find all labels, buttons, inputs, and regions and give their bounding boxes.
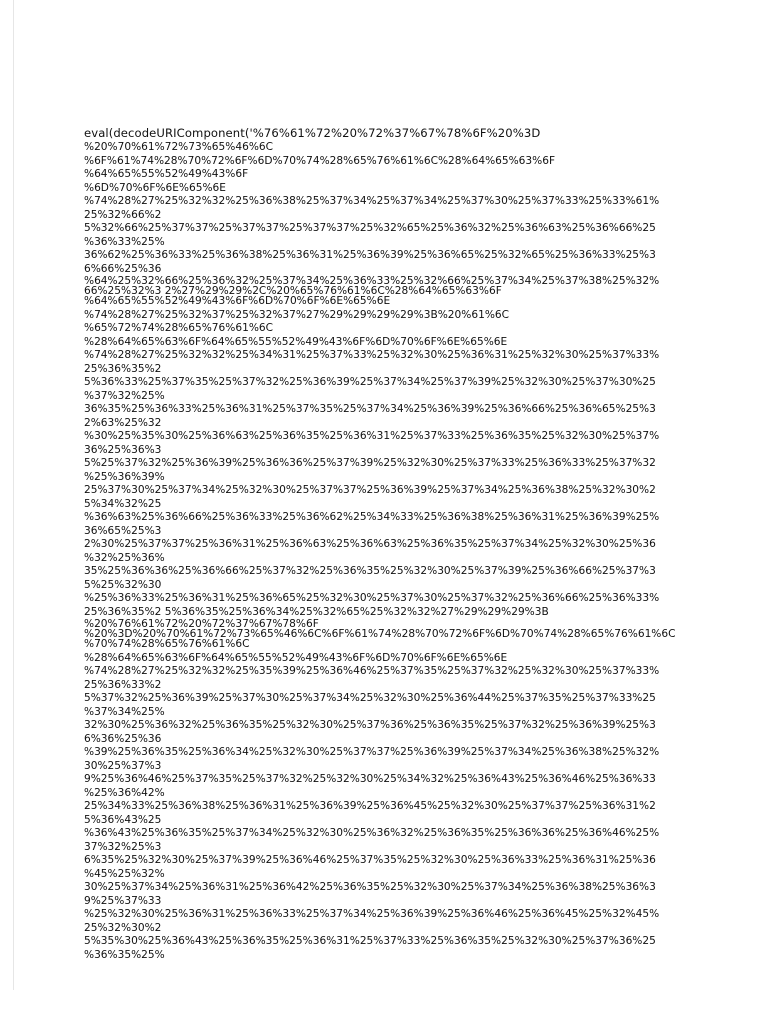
code-line: 37%32%25%3 [84, 840, 162, 853]
code-line: %64%25%32%66%25%36%32%25%37%34%25%36%33%25%32%66%25%37%34%25%37%38%25%32% [84, 276, 660, 286]
code-line: 66%25%32%3 2%27%29%29%2C%20%65%76%61%6C%28%64%65%63%6F [84, 285, 502, 295]
code-line: %70%74%28%65%76%61%6C [84, 638, 250, 650]
code-line: %65%72%74%28%65%76%61%6C [84, 322, 274, 334]
code-line: %32%25%36% [84, 551, 165, 564]
code-line: %30%25%35%30%25%36%63%25%36%35%25%36%31%25%37%33%25%36%35%25%32%30%25%37% [84, 430, 660, 442]
code-line: 35%25%36%36%25%36%66%25%37%32%25%36%35%25%32%30%25%37%39%25%36%66%25%37%3 [84, 565, 656, 577]
code-line: 32%30%25%36%32%25%36%35%25%32%30%25%37%36%25%36%35%25%37%32%25%36%39%25%3 [84, 719, 656, 731]
page-edge [13, 0, 14, 990]
code-line: %74%28%27%25%32%32%25%36%38%25%37%34%25%37%34%25%37%30%25%37%33%25%33%61% [84, 195, 660, 207]
code-line: 25%34%33%25%36%38%25%36%31%25%36%39%25%36%45%25%32%30%25%37%37%25%36%31%2 [84, 800, 656, 812]
code-line: 36%62%25%36%33%25%36%38%25%36%31%25%36%39%25%36%65%25%32%65%25%36%33%25%3 [84, 249, 656, 261]
code-line: 5%37%32%25%36%39%25%37%30%25%37%34%25%32%30%25%36%44%25%37%35%25%37%33%25 [84, 692, 656, 704]
code-line: %6D%70%6F%6E%65%6E [84, 181, 226, 194]
code-line: 2%30%25%37%37%25%36%31%25%36%63%25%36%63%25%36%35%25%37%34%25%32%30%25%36 [84, 538, 656, 550]
code-line: %28%64%65%63%6F%64%65%55%52%49%43%6F%6D%70%6F%6E%65%6E [84, 651, 508, 664]
code-line: %20%76%61%72%20%72%37%67%78%6F [84, 619, 319, 629]
code-line: %20%3D%20%70%61%72%73%65%46%6C%6F%61%74%28%70%72%6F%6D%70%74%28%65%76%61%6C [84, 628, 676, 638]
code-line: 9%25%36%46%25%37%35%25%37%32%25%32%30%25%34%32%25%36%43%25%36%46%25%36%33 [84, 773, 656, 785]
code-line: 36%65%25%3 [84, 524, 162, 537]
code-line: 6%35%25%32%30%25%37%39%25%36%46%25%37%35%25%32%30%25%36%33%25%36%31%25%36 [84, 854, 656, 866]
code-line: %37%32%25% [84, 389, 165, 402]
code-line-heading: eval(decodeURIComponent('%76%61%72%20%72%37%67%78%6F%20%3D [84, 126, 541, 140]
code-line: %74%28%27%25%32%32%25%35%39%25%36%46%25%37%35%25%37%32%25%32%30%25%37%33% [84, 665, 660, 677]
code-line: 5%36%33%25%37%35%25%37%32%25%36%39%25%37%34%25%37%39%25%32%30%25%37%30%25 [84, 376, 656, 388]
code-line: 25%36%33%2 [84, 678, 162, 691]
code-line: 25%36%35%2 5%36%35%25%36%34%25%32%65%25%32%32%27%29%29%29%3B [84, 605, 549, 618]
code-line: 5%25%37%32%25%36%39%25%36%36%25%37%39%25%32%30%25%37%33%25%36%33%25%37%32 [84, 457, 656, 469]
code-line: %6F%61%74%28%70%72%6F%6D%70%74%28%65%76%61%6C%28%64%65%63%6F [84, 154, 556, 167]
code-line: 25%32%30%2 [84, 921, 162, 934]
code-line: 25%32%66%2 [84, 208, 162, 221]
code-line: %28%64%65%63%6F%64%65%55%52%49%43%6F%6D%70%6F%6E%65%6E [84, 335, 508, 348]
document-body [84, 125, 698, 962]
code-line: %25%36%42% [84, 786, 165, 799]
code-line: 36%25%36%3 [84, 443, 162, 456]
code-line: %74%28%27%25%32%32%25%34%31%25%37%33%25%32%30%25%36%31%25%32%30%25%37%33% [84, 349, 660, 361]
code-line: 6%36%25%36 [84, 732, 162, 745]
code-line: %36%35%25% [84, 948, 165, 961]
code-line: %74%28%27%25%32%37%25%32%37%27%29%29%29%29%3B%20%61%6C [84, 308, 510, 321]
code-line: 5%34%32%25 [84, 497, 162, 510]
code-line: 30%25%37%34%25%36%31%25%36%42%25%36%35%25%32%30%25%37%34%25%36%38%25%36%3 [84, 881, 656, 893]
code-line: 36%35%25%36%33%25%36%31%25%37%35%25%37%34%25%36%39%25%36%66%25%36%65%25%3 [84, 403, 656, 415]
code-line: %20%70%61%72%73%65%46%6C [84, 141, 274, 153]
code-line: 5%35%30%25%36%43%25%36%35%25%36%31%25%37%33%25%36%35%25%32%30%25%37%36%25 [84, 935, 656, 947]
code-line: 30%25%37%3 [84, 759, 162, 772]
code-line: %37%34%25% [84, 705, 165, 718]
code-line: %25%36%33%25%36%31%25%36%65%25%32%30%25%37%30%25%37%32%25%36%66%25%36%33% [84, 592, 660, 604]
code-line: 2%63%25%32 [84, 416, 162, 429]
code-line: %39%25%36%35%25%36%34%25%32%30%25%37%37%25%36%39%25%37%34%25%36%38%25%32% [84, 746, 660, 758]
code-line: 5%36%43%25 [84, 813, 162, 826]
code-line: 5%32%66%25%37%37%25%37%37%25%37%37%25%32%65%25%36%32%25%36%63%25%36%66%25 [84, 222, 656, 234]
code-line: %64%65%55%52%49%43%6F [84, 168, 249, 180]
code-line: 5%25%32%30 [84, 578, 162, 591]
code-line: 6%66%25%36 [84, 262, 162, 275]
code-line: %25%36%39% [84, 470, 165, 483]
code-line: 25%36%35%2 [84, 362, 162, 375]
code-line: %36%63%25%36%66%25%36%33%25%36%62%25%34%33%25%36%38%25%36%31%25%36%39%25% [84, 511, 660, 523]
code-line: %25%32%30%25%36%31%25%36%33%25%37%34%25%36%39%25%36%46%25%36%45%25%32%45% [84, 908, 660, 920]
code-line: 9%25%37%33 [84, 894, 162, 907]
code-line: 25%37%30%25%37%34%25%32%30%25%37%37%25%36%39%25%37%34%25%36%38%25%32%30%2 [84, 484, 656, 496]
code-line: %36%33%25% [84, 235, 165, 248]
code-line: %36%43%25%36%35%25%37%34%25%32%30%25%36%32%25%36%35%25%36%36%25%36%46%25% [84, 827, 660, 839]
code-line: %64%65%55%52%49%43%6F%6D%70%6F%6E%65%6E [84, 295, 391, 307]
code-line: %45%25%32% [84, 867, 165, 880]
